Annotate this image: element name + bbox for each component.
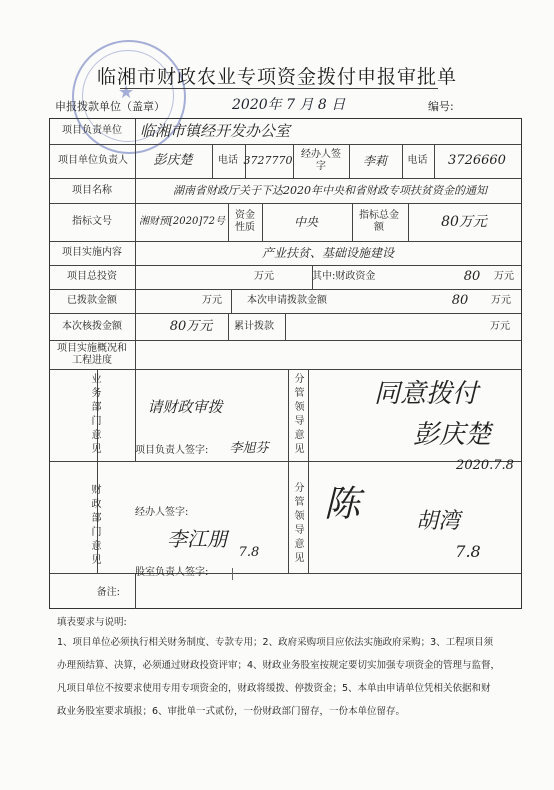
- project-lead-value[interactable]: 临湘市镇经开发办公室: [140, 122, 291, 140]
- phone-label-2: 电话: [407, 155, 428, 166]
- quota-total-label: 指标总金额: [359, 210, 399, 233]
- business-sign-value[interactable]: 李旭芬: [229, 441, 269, 456]
- apply-unit-label: 申报拨款单位（盖章）: [55, 100, 165, 113]
- finance-dept-label: 财政部门意见: [89, 484, 100, 568]
- fiscal-fund-unit: 万元: [494, 271, 514, 282]
- current-apply-unit: 万元: [491, 295, 511, 306]
- content-label: 项目实施内容: [62, 247, 122, 258]
- progress-label: 项目实施概况和工程进度: [57, 342, 127, 366]
- total-invest-label: 项目总投资: [67, 271, 117, 282]
- leader1-label: 分管领导意见: [292, 373, 303, 457]
- number-label: 编号:: [428, 100, 454, 113]
- fund-nature-label: 资金性质: [235, 210, 255, 233]
- finance-date-1[interactable]: 7.8: [238, 545, 260, 560]
- doc-no-label: 指标文号: [72, 216, 112, 227]
- fiscal-fund-value[interactable]: 80: [463, 269, 481, 284]
- leader1-signature[interactable]: 彭庆楚: [412, 420, 491, 450]
- notes-line-4: 政业务股室要求填报；6、审批单一式贰份，一份财政部门留存，一份本单位留存。: [57, 706, 406, 717]
- project-name-label: 项目名称: [72, 184, 112, 196]
- phone-value-2[interactable]: 3726660: [448, 153, 506, 168]
- current-approved-value[interactable]: 80万元: [169, 318, 213, 334]
- notes-line-1: 1、项目单位必须执行相关财务制度、专款专用；2、政府采购项目应依法实施政府采购；3、工程项目须: [57, 637, 494, 648]
- content-value[interactable]: 产业扶贫、基础设施建设: [261, 246, 394, 260]
- unit-person-label: 项目单位负责人: [58, 155, 128, 166]
- fund-nature-value[interactable]: 中央: [293, 215, 318, 229]
- leader2-signature-2[interactable]: 胡湾: [415, 509, 460, 534]
- project-lead-label: 项目负责单位: [62, 125, 122, 136]
- finance-chief-label: 股室负责人签字:: [135, 567, 209, 578]
- allocated-label: 已拨款金额: [67, 295, 117, 306]
- business-dept-label: 业务部门意见: [89, 373, 100, 457]
- quota-total-value[interactable]: 80万元: [441, 214, 487, 230]
- handler-value[interactable]: 李莉: [362, 154, 387, 168]
- apply-date[interactable]: 2020年 7 月 8 日: [232, 97, 346, 113]
- current-apply-label: 本次申请拨款金额: [247, 295, 327, 306]
- seal-star-icon: ★: [118, 82, 135, 103]
- leader1-date[interactable]: 2020.7.8: [456, 458, 514, 473]
- business-opinion[interactable]: 请财政审拨: [147, 398, 223, 416]
- total-invest-unit: 万元: [254, 271, 274, 282]
- cumulative-unit: 万元: [490, 320, 510, 332]
- title-underline: [120, 88, 438, 89]
- doc-no-value[interactable]: 湘财预[2020]72号: [139, 216, 225, 227]
- of-which-label: 其中:财政资金: [312, 271, 376, 282]
- leader2-label: 分管领导意见: [292, 482, 303, 566]
- current-apply-value[interactable]: 80: [451, 293, 469, 308]
- form-title: 临湘市财政农业专项资金拨付申报审批单: [96, 66, 457, 88]
- leader2-date[interactable]: 7.8: [455, 542, 481, 561]
- leader2-signature-1[interactable]: 陈: [323, 484, 360, 525]
- current-approved-label: 本次核拨金额: [62, 320, 122, 332]
- finance-handler-label: 经办人签字:: [135, 507, 189, 518]
- notes-line-3: 凡项目单位不按要求使用专用专项资金的，财政将缓拨、停拨资金；5、本单由申请单位凭相关依据和财: [57, 683, 491, 694]
- finance-chief-mark: [232, 568, 233, 580]
- leader1-opinion[interactable]: 同意拨付: [373, 379, 478, 409]
- unit-person-value[interactable]: 彭庆楚: [153, 153, 193, 168]
- phone-value-1[interactable]: 3727770: [243, 154, 293, 167]
- business-sign-label: 项目负责人签字:: [135, 445, 209, 456]
- project-name-value[interactable]: 湖南省财政厅关于下达2020年中央和省财政专项扶贫资金的通知: [173, 183, 487, 197]
- notes-heading: 填表要求与说明:: [57, 617, 127, 628]
- finance-handler-value[interactable]: 李江朋: [167, 527, 227, 551]
- phone-label-1: 电话: [218, 155, 238, 166]
- handler-label: 经办人签字: [301, 149, 341, 172]
- remarks-label: 备注:: [96, 587, 120, 598]
- allocated-unit: 万元: [202, 295, 222, 306]
- notes-line-2: 办理预结算、决算，必须通过财政投资评审；4、财政业务股室按规定要切实加强专项资金的管理与监督，: [57, 660, 501, 671]
- cumulative-label: 累计拨款: [234, 320, 274, 332]
